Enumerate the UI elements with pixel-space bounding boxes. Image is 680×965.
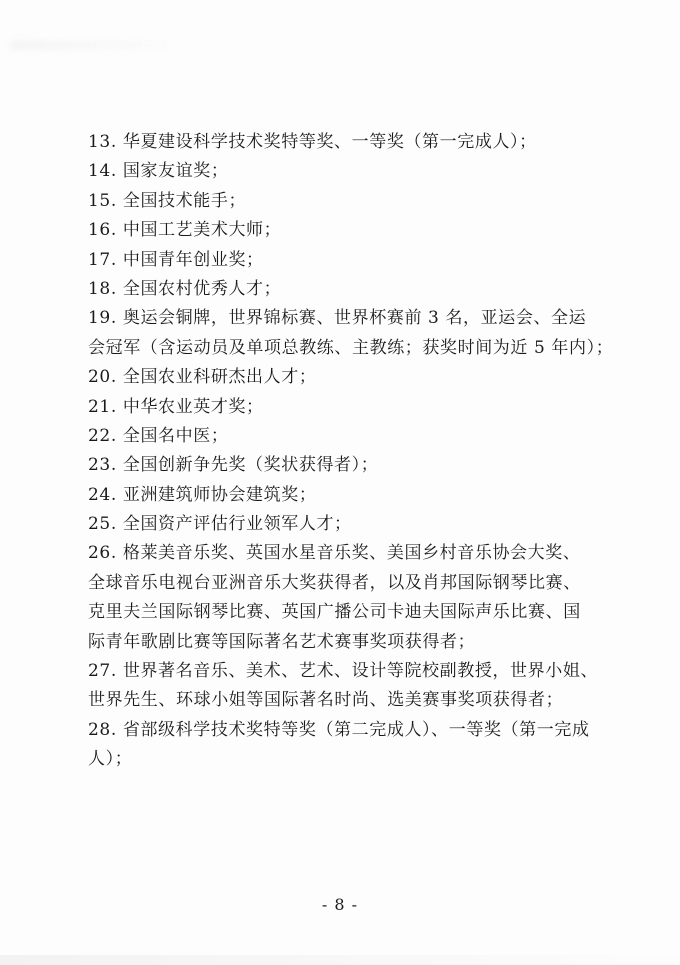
- text-line: 16. 中国工艺美术大师；: [88, 220, 282, 241]
- text-line: 28. 省部级科学技术奖特等奖（第二完成人）、一等奖（第一完成: [88, 719, 590, 740]
- text-line: 21. 中华农业英才奖；: [88, 396, 264, 417]
- text-line: 13. 华夏建设科学技术奖特等奖、一等奖（第一完成人）；: [88, 132, 537, 152]
- text-line: 23. 全国创新争先奖（奖状获得者）；: [88, 455, 379, 476]
- text-line: 18. 全国农村优秀人才；: [88, 278, 282, 299]
- page-number: - 8 -: [321, 895, 359, 914]
- text-line: 人）；: [88, 749, 133, 770]
- text-line: 27. 世界著名音乐、美术、艺术、设计等院校副教授，世界小姐、: [88, 661, 599, 682]
- document-body: [88, 128, 614, 775]
- text-line: 会冠军（含运动员及单项总教练、主教练；获奖时间为近 5 年内）；: [88, 337, 614, 358]
- scan-artifact: [10, 40, 170, 50]
- text-line: 15. 全国技术能手；: [88, 190, 247, 211]
- text-line: 14. 国家友谊奖；: [88, 161, 229, 182]
- text-line: 际青年歌剧比赛等国际著名艺术赛事奖项获得者；: [88, 631, 476, 652]
- text-line: 20. 全国农业科研杰出人才；: [88, 367, 317, 388]
- text-line: 22. 全国名中医；: [88, 425, 229, 446]
- text-line: 26. 格莱美音乐奖、英国水星音乐奖、美国乡村音乐协会大奖、: [88, 543, 581, 564]
- text-line: 25. 全国资产评估行业领军人才；: [88, 514, 352, 535]
- text-line: 24. 亚洲建筑师协会建筑奖；: [88, 484, 317, 505]
- text-line: 19. 奥运会铜牌，世界锦标赛、世界杯赛前 3 名，亚运会、全运: [88, 308, 587, 329]
- text-line: 全球音乐电视台亚洲音乐大奖获得者，以及肖邦国际钢琴比赛、: [88, 572, 581, 593]
- text-line: 世界先生、环球小姐等国际著名时尚、选美赛事奖项获得者；: [88, 690, 564, 711]
- scan-artifact: [0, 955, 680, 965]
- text-line: 17. 中国青年创业奖；: [88, 249, 264, 270]
- text-line: 克里夫兰国际钢琴比赛、英国广播公司卡迪夫国际声乐比赛、国: [88, 602, 581, 623]
